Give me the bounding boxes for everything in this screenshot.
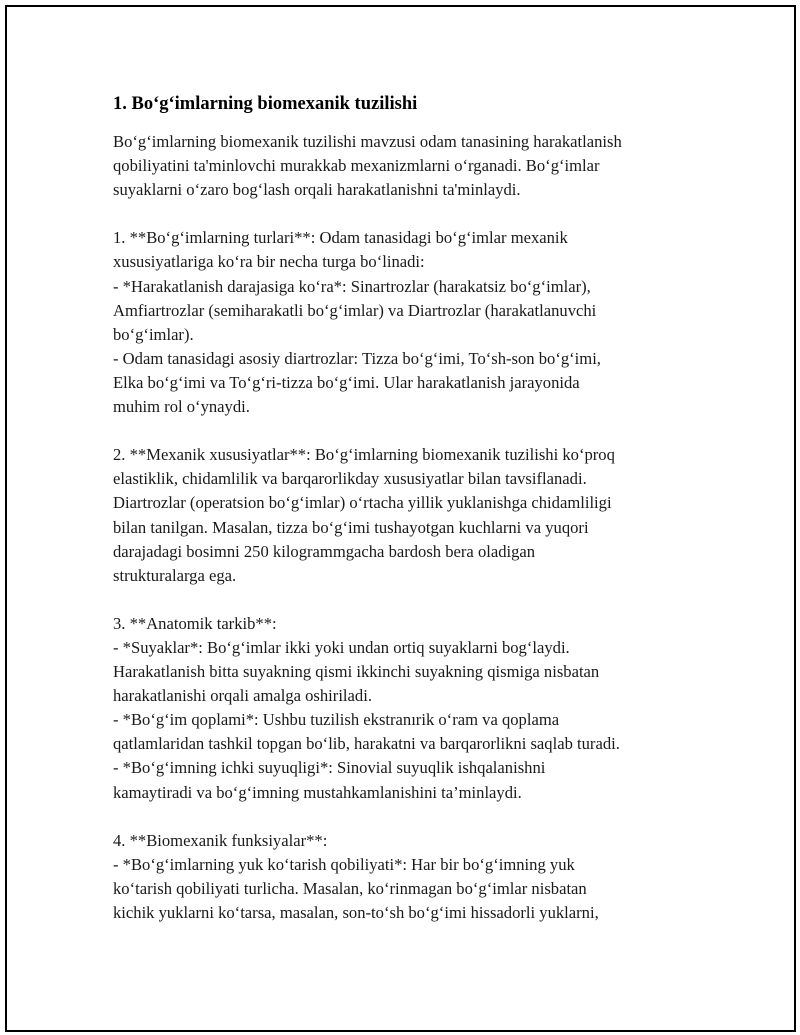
section-joint-types: 1. **Bo‘g‘imlarning turlari**: Odam tanasidagi bo‘g‘imlar mexanik xususiyatlariga ko‘ra bir necha turga bo‘linadi: - *Harakatlanish darajasiga ko‘ra*: Sinartrozlar (harakatsiz bo‘g‘imlar), Amfiartrozlar (semiharakatli bo‘g‘imlar) va Diartrozlar (harakatlanuvchi bo‘g‘imlar). - Odam tanasidagi asosiy diartrozlar: Tizza bo‘g‘imi, To‘sh-son bo‘g‘imi, Elka bo‘g‘imi va To‘g‘ri-tizza bo‘g‘imi. Ular harakatlanish jarayonida muhim rol o‘ynaydi. — [113, 228, 601, 417]
paragraph-gap — [113, 202, 713, 226]
section-mechanical-properties: 2. **Mexanik xususiyatlar**: Bo‘g‘imlarning biomexanik tuzilishi ko‘proq elastiklik, chidamlilik va barqarorlikday xususiyatlar bilan tavsiflanadi. Diartrozlar (operatsion bo‘g‘imlar) o‘rtacha yillik yuklanishga chidamliligi bilan tanilgan. Masalan, tizza bo‘g‘imi tushayotgan kuchlarni va yuqori darajadagi bosimni 250 kilogrammgacha bardosh bera oladigan strukturalarga ega. — [113, 445, 615, 585]
paragraph-gap — [113, 419, 713, 443]
paragraph-gap — [113, 805, 713, 829]
paragraph-gap — [113, 588, 713, 612]
document-heading: 1. Bo‘g‘imlarning biomexanik tuzilishi — [113, 94, 418, 114]
intro-paragraph: Bo‘g‘imlarning biomexanik tuzilishi mavzusi odam tanasining harakatlanish qobiliyatini ta'minlovchi murakkab mexanizmlarni o‘rganadi. Bo‘g‘imlar suyaklarni o‘zaro bog‘lash orqali harakatlanishni ta'minlaydi. — [113, 132, 622, 200]
section-biomechanical-functions: 4. **Biomexanik funksiyalar**: - *Bo‘g‘imlarning yuk ko‘tarish qobiliyati*: Har bir bo‘g‘imning yuk ko‘tarish qobiliyati turlicha. Masalan, ko‘rinmagan bo‘g‘imlar nisbatan kichik yuklarni ko‘tarsa, masalan, son-to‘sh bo‘g‘imi hissadorli yuklarni, — [113, 830, 599, 922]
section-anatomical-composition: 3. **Anatomik tarkib**: - *Suyaklar*: Bo‘g‘imlar ikki yoki undan ortiq suyaklarni bog‘laydi. Harakatlanish bitta suyakning qismi ikkinchi suyakning qismiga nisbatan harakatlanishi orqali amalga oshiriladi. - *Bo‘g‘im qoplami*: Ushbu tuzilish ekstranırik o‘ram va qoplama qatlamlaridan tashkil topgan bo‘lib, harakatni va barqarorlikni saqlab turadi. - *Bo‘g‘imning ichki suyuqligi*: Sinovial suyuqlik ishqalanishni kamaytiradi va bo‘g‘imning mustahkamlanishini ta’minlaydi. — [113, 613, 620, 802]
document-body — [113, 92, 713, 925]
